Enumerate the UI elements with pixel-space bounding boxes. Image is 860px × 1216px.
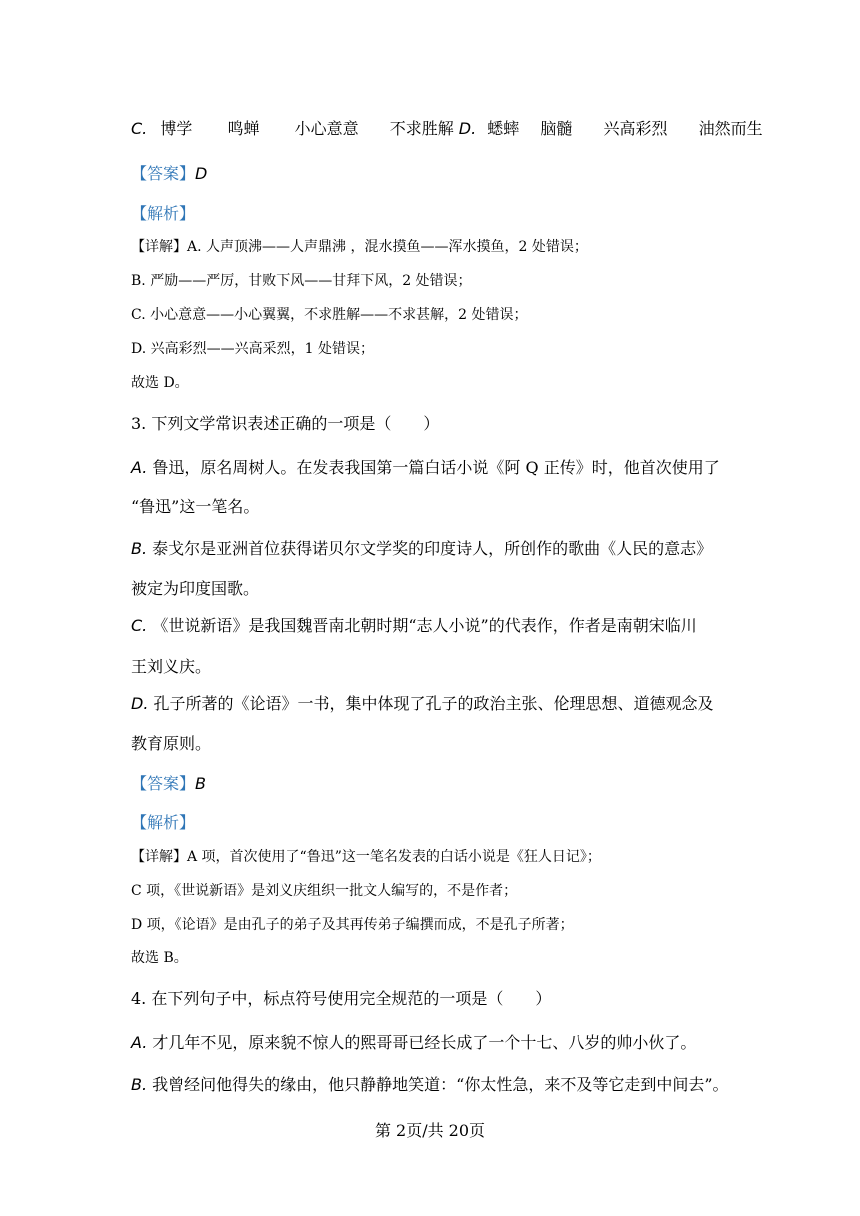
q3-option-c-line1 bbox=[131, 613, 697, 636]
q4-stem: 4. 在下列句子中，标点符号使用完全规范的一项是（ ） bbox=[131, 989, 552, 1008]
q3-option-b-line1 bbox=[131, 536, 712, 559]
answer-value: D bbox=[195, 164, 208, 183]
q2-option-row-cd bbox=[131, 116, 763, 139]
option-letter-d: D. bbox=[458, 119, 477, 138]
option-d-word-1: 蟋蟀 bbox=[487, 119, 520, 138]
answer-value: B bbox=[195, 774, 206, 793]
answer-label: 【答案】 bbox=[131, 164, 196, 183]
q3-answer bbox=[131, 771, 206, 794]
q3-detail-line: 【详解】A 项，首次使用了“鲁迅”这一笔名发表的白话小说是《狂人日记》； bbox=[131, 849, 601, 865]
option-c-word-4: 不求胜解 bbox=[389, 119, 454, 138]
q2-analysis-label: 【解析】 bbox=[131, 204, 196, 223]
q3-option-d-line2: 教育原则。 bbox=[131, 734, 212, 753]
page-footer: 第 2页/共 20页 bbox=[374, 1121, 486, 1140]
q3-option-a-line1 bbox=[131, 455, 720, 478]
option-letter-c: C. bbox=[131, 616, 148, 635]
option-letter-c: C. bbox=[131, 119, 148, 138]
q3-detail-line: 故选 B。 bbox=[131, 950, 188, 966]
q4-option-b bbox=[131, 1072, 729, 1095]
q3-option-c-line2: 王刘义庆。 bbox=[131, 657, 212, 676]
q4-option-a bbox=[131, 1030, 696, 1053]
option-a-text: 才几年不见，原来貌不惊人的熙哥哥已经长成了一个十七、八岁的帅小伙了。 bbox=[152, 1033, 697, 1052]
option-d-word-4: 油然而生 bbox=[698, 119, 763, 138]
q3-option-b-line2: 被定为印度国歌。 bbox=[131, 579, 260, 598]
q2-detail-line: 故选 D。 bbox=[131, 375, 189, 391]
option-d-word-3: 兴高彩烈 bbox=[603, 119, 668, 138]
q2-answer bbox=[131, 161, 207, 184]
option-letter-b: B. bbox=[131, 539, 148, 558]
option-letter-b: B. bbox=[131, 1075, 148, 1094]
q3-analysis-label: 【解析】 bbox=[131, 813, 196, 832]
option-b-text: 我曾经问他得失的缘由，他只静静地笑道：“你太性急，来不及等它走到中间去”。 bbox=[152, 1075, 729, 1094]
option-c-word-3: 小心意意 bbox=[294, 119, 359, 138]
option-a-text: 鲁迅，原名周树人。在发表我国第一篇白话小说《阿 Q 正传》时，他首次使用了 bbox=[152, 458, 720, 477]
answer-label: 【答案】 bbox=[131, 774, 196, 793]
option-c-text: 《世说新语》是我国魏晋南北朝时期“志人小说”的代表作，作者是南朝宋临川 bbox=[152, 616, 697, 635]
option-d-text: 孔子所著的《论语》一书，集中体现了孔子的政治主张、伦理思想、道德观念及 bbox=[153, 694, 714, 713]
q2-detail-line: 【详解】A. 人声顶沸——人声鼎沸 ，混水摸鱼——浑水摸鱼，2 处错误； bbox=[131, 239, 588, 255]
option-c-word-2: 鸣蝉 bbox=[227, 119, 260, 138]
option-b-text: 泰戈尔是亚洲首位获得诺贝尔文学奖的印度诗人，所创作的歌曲《人民的意志》 bbox=[152, 539, 713, 558]
q3-detail-line: C 项，《世说新语》是刘义庆组织一批文人编写的，不是作者； bbox=[131, 883, 518, 899]
q3-detail-line: D 项，《论语》是由孔子的弟子及其再传弟子编撰而成，不是孔子所著； bbox=[131, 917, 574, 933]
option-letter-d: D. bbox=[131, 694, 149, 713]
q3-option-d-line1 bbox=[131, 691, 714, 714]
q2-detail-line: D. 兴高彩烈——兴高采烈，1 处错误； bbox=[131, 341, 374, 357]
q3-stem: 3. 下列文学常识表述正确的一项是（ ） bbox=[131, 414, 440, 433]
q2-detail-line: C. 小心意意——小心翼翼，不求胜解——不求甚解，2 处错误； bbox=[131, 307, 528, 323]
option-letter-a: A. bbox=[131, 1033, 148, 1052]
option-c-word-1: 博学 bbox=[160, 119, 193, 138]
q2-detail-line: B. 严励——严厉，甘败下风——甘拜下风，2 处错误； bbox=[131, 273, 472, 289]
option-letter-a: A. bbox=[131, 458, 148, 477]
q3-option-a-line2: “鲁迅”这一笔名。 bbox=[131, 497, 260, 516]
option-d-word-2: 脑髓 bbox=[540, 119, 573, 138]
